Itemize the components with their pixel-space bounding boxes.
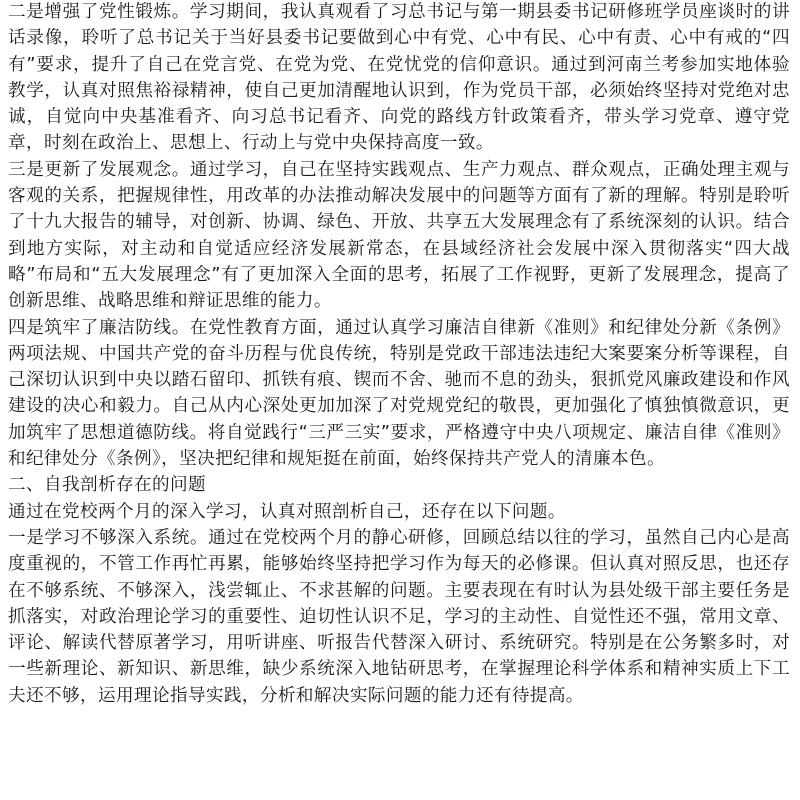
- paragraph-intro-problems: 通过在党校两个月的深入学习，认真对照剖析自己，还存在以下问题。: [8, 501, 566, 522]
- watermark: ▭ ▭ ▭: [492, 515, 647, 651]
- paragraph-study-not-deep: 一是学习不够深入系统。通过在党校两个月的静心研修，回顾总结以往的学习，虽然自己内心是高度重视的，不管工作再忙再累，能够始终坚持把学习作为每天的必修课。但认真对照反思，也还存在不够系统、不够深入，浅尝辄止、不求甚解的问题。主要表现在有时认为县处级干部主要任务是抓落实，对政治理论学习的重要性、迫切性认识不足，学习的主动性、自觉性还不强，常用文章、评论、解读代替原著学习，用听讲座、听报告代替深入研讨、系统研究。特别是在公务繁多时，对一些新理论、新知识、新思维，缺少系统深入地钻研思考，在掌握理论科学体系和精神实质上下工夫还不够，运用理论指导实践，分析和解决实际问题的能力还有待提高。: [8, 527, 790, 706]
- section-heading-self-analysis: 二、自我剖析存在的问题: [8, 475, 206, 496]
- paragraph-integrity-defense: 四是筑牢了廉洁防线。在党性教育方面，通过认真学习廉洁自律新《准则》和纪律处分新《条例》两项法规、中国共产党的奋斗历程与优良传统，特别是党政干部违法违纪大案要案分析等课程，自己深切认识到中央以踏石留印、抓铁有痕、锲而不舍、驰而不息的劲头，狠抓党风廉政建设和作风建设的决心和毅力。自己从内心深处更加加深了对党规党纪的敬畏，更加强化了慎独慎微意识，更加筑牢了思想道德防线。将自觉践行“三严三实”要求，严格遵守中央八项规定、廉洁自律《准则》和纪律处分《条例》，坚决把纪律和规矩挺在前面，始终保持共产党人的清廉本色。: [8, 317, 790, 470]
- paragraph-party-spirit: 二是增强了党性锻炼。学习期间，我认真观看了习总书记与第一期县委书记研修班学员座谈时的讲话录像，聆听了总书记关于当好县委书记要做到心中有党、心中有民、心中有责、心中有戒的“四有”要求，提升了自己在党言党、在党为党、在党忧党的信仰意识。通过到河南兰考参加实地体验教学，认真对照焦裕禄精神，使自己更加清醒地认识到，作为党员干部，必须始终坚持对党绝对忠诚，自觉向中央基准看齐、向习总书记看齐、向党的路线方针政策看齐，带头学习党章、遵守党章，时刻在政治上、思想上、行动上与党中央保持高度一致。: [8, 2, 790, 154]
- paragraph-development-concept: 三是更新了发展观念。通过学习，自己在坚持实践观点、生产力观点、群众观点，正确处理主观与客观的关系，把握规律性，用改革的办法推动解决发展中的问题等方面有了新的理解。特别是聆听了十九大报告的辅导，对创新、协调、绿色、开放、共享五大发展理念有了系统深刻的认识。结合到地方实际，对主动和自觉适应经济发展新常态，在县域经济社会发展中深入贯彻落实“四大战略”布局和“五大发展理念”有了更加深入全面的思考，拓展了工作视野，更新了发展理念，提高了创新思维、战略思维和辩证思维的能力。: [8, 159, 790, 312]
- document-body: [8, 0, 790, 709]
